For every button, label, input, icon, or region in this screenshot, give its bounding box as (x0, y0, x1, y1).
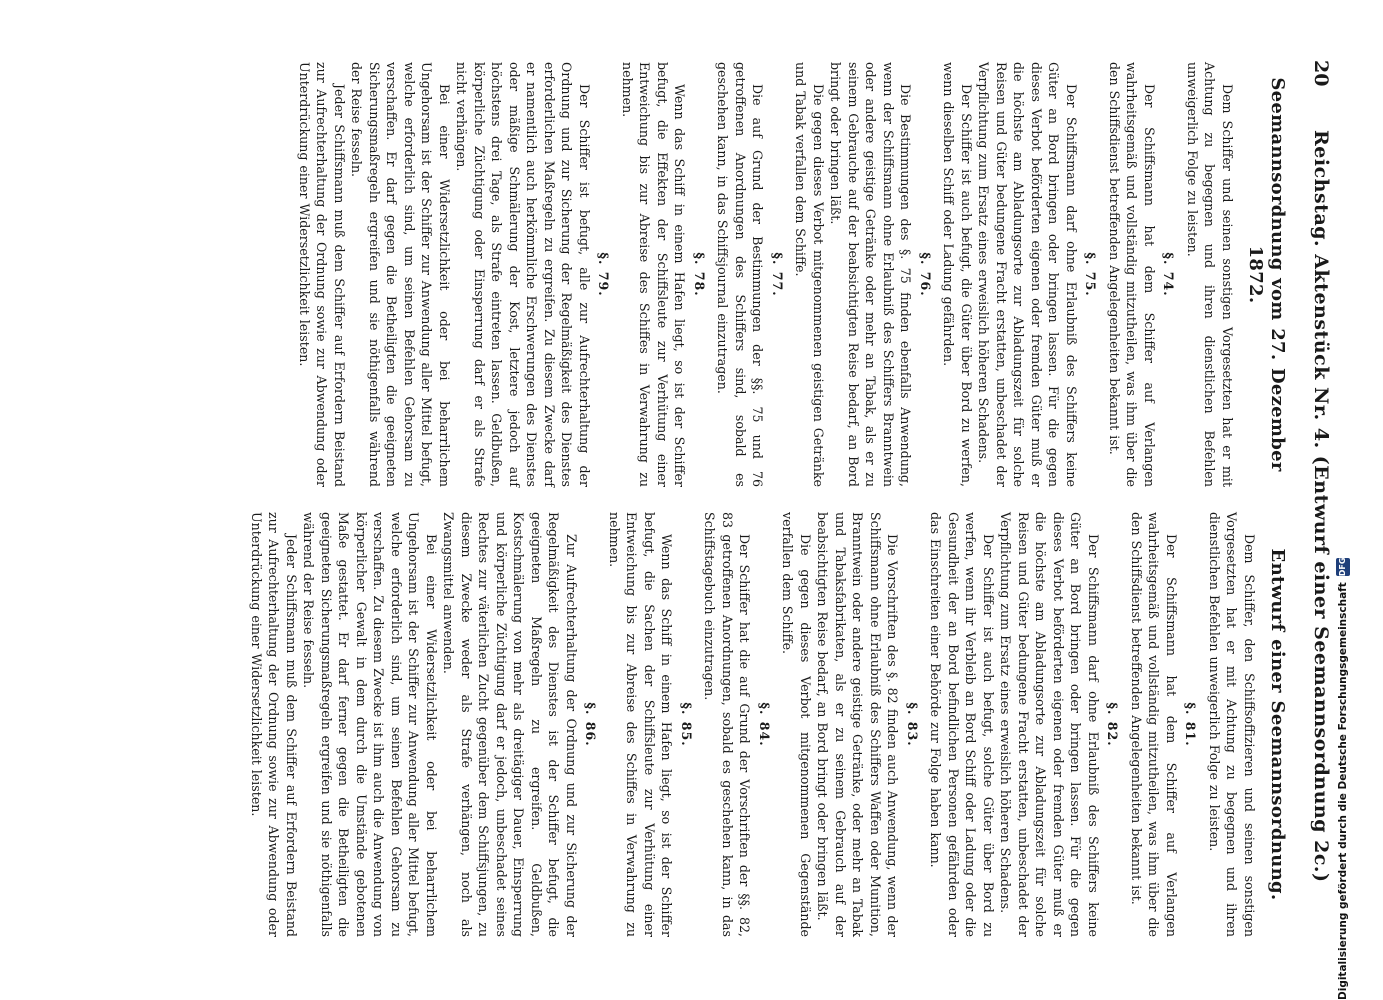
paragraph: Der Schiffer ist auch befugt, die Güter über Bord zu werfen, wenn dieselben Schiff oder Ladung gefährden. (941, 62, 974, 487)
paragraph: Dem Schiffer und seinen sonstigen Vorgesetzten hat er mit Achtung zu begegnen und ihren dienstlichen Befehlen unweigerlich Folge zu leisten. (1185, 62, 1235, 487)
section-heading: §. 82. (1105, 702, 1121, 747)
section-heading: §. 84. (757, 702, 772, 747)
section-heading: §. 78. (692, 252, 707, 297)
paragraph: Jeder Schiffsmann muß dem Schiffer auf Erfordern Beistand zur Aufrechterhaltung der Ordnung sowie zur Abwendung oder Unterdrückung einer Widersetzlichkeit leisten. (249, 512, 299, 937)
dfg-logo: DFG (1336, 558, 1350, 577)
paragraph: Die Vorschriften des §. 82 finden auch Anwendung, wenn der Schiffsmann ohne Erlaubniß des Schiffers Waffen oder Munition, Branntwein oder andere geistige Getränke, oder mehr an Tabak und Tabaksfabrikaten, als er zu seinem Gebrauch auf der beabsichtigten Reise bedarf, an Bord bringt oder bringen läßt. (815, 512, 901, 937)
paragraph: Der Schiffer hat die auf Grund der Vorschriften der §§. 82, 83 getroffenen Anordnungen, sobald es geschehen kann, in das Schiffstagebuch einzutragen. (702, 512, 753, 937)
section-heading: §. 83. (905, 702, 920, 747)
left-column-body (296, 62, 1237, 487)
paragraph: Die gegen dieses Verbot mitgenommenen Gegenstände verfallen dem Schiffe. (780, 512, 813, 937)
left-column (296, 62, 1289, 487)
paragraph: Dem Schiffer, den Schiffsoffizieren und seinen sonstigen Vorgesetzten hat er mit Achtung zu begegnen und ihren dienstlichen Befehlen unweigerlich Folge zu leisten. (1207, 512, 1257, 937)
paragraph: Die auf Grund der Bestimmungen der §§. 75 und 76 getroffenen Anordnungen des Schiffers sind, sobald es geschehen kann, in das Schiffsjournal einzutragen. (715, 62, 766, 487)
paragraph: Jeder Schiffsmann muß dem Schiffer auf Erfordern Beistand zur Aufrechterhaltung der Ordnung sowie zur Abwendung oder Unterdrückung einer Widersetzlichkeit leisten. (297, 62, 347, 487)
paragraph: Die gegen dieses Verbot mitgenommenen geistigen Getränke und Tabak verfallen dem Schiffe. (793, 62, 826, 487)
right-column-body (248, 512, 1259, 937)
left-column-title: Seemannsordnung vom 27. Dezember 1872. (1245, 77, 1288, 472)
paragraph: Der Schiffsmann hat dem Schiffer auf Verlangen wahrheitsgemäß und vollständig mitzutheilen, was ihm über die den Schiffsdienst betreffenden Angelegenheiten bekannt ist. (1129, 512, 1179, 937)
section-heading: §. 77. (770, 252, 785, 297)
paragraph: Der Schiffsmann hat dem Schiffer auf Verlangen wahrheitsgemäß und vollständig mitzutheilen, was ihm über die den Schiffsdienst betreffenden Angelegenheiten bekannt ist. (1107, 62, 1157, 487)
paragraph: Die Bestimmungen des §. 75 finden ebenfalls Anwendung, wenn der Schiffsmann ohne Erlaubniß des Schiffers Branntwein oder andere geistige Getränke oder mehr an Tabak, als er zu seinem Gebrauche auf der beabsichtigten Reise bedarf, an Bord bringt oder bringen läßt. (828, 62, 914, 487)
section-heading: §. 75. (1083, 252, 1099, 297)
right-column-title: Entwurf einer Seemannsordnung. (1267, 548, 1288, 901)
column-divider (328, 499, 1288, 500)
digitization-note-text: Digitalisierung gefördert durch die Deutsche Forschungsgemeinschaft (1337, 582, 1349, 1000)
running-title: Reichstag. Aktenstück Nr. 4. (Entwurf einer Seemannsordnung 2c.) (1310, 130, 1332, 883)
paragraph: Wenn das Schiff in einem Hafen liegt, so ist der Schiffer befugt, die Sachen der Schiffsleute zur Verhütung einer Entweichung bis zur Abreise des Schiffes in Verwahrung zu nehmen. (607, 512, 675, 937)
paragraph: Der Schiffsmann darf ohne Erlaubniß des Schiffers keine Güter an Bord bringen oder bringen lassen. Für die gegen dieses Verbot beförderten eigenen oder fremden Güter muß er die höchste am Abladungsorte zur Abladungszeit für solche Reisen und Güter bedungene Fracht erstatten, unbeschadet der Verpflichtung zum Ersatz eines erweislich höheren Schadens. (976, 62, 1079, 487)
section-heading: §. 86. (583, 702, 599, 747)
paragraph: Zur Aufrechterhaltung der Ordnung und zur Sicherung der Regelmäßigkeit des Dienstes ist der Schiffer befugt, die geeigneten Maßregeln zu ergreifen. Geldbußen, Kostschmälerung von mehr als dreitägiger Dauer, Einsperrung und körperliche Züchtigung darf er jedoch, unbeschadet seines Rechtes zur väterlichen Zucht gegenüber dem Schiffsjungen, zu diesem Zwecke weder als Strafe verhängen, noch als Zwangsmittel anwenden. (441, 512, 579, 937)
page-header (1304, 60, 1338, 940)
paragraph: Bei einer Widersetzlichkeit oder bei beharrlichem Ungehorsam ist der Schiffer zur Anwendung aller Mittel befugt, welche erforderlich sind, um seinen Befehlen Gehorsam zu verschaffen. Zu diesem Zwecke ist ihm auch die Anwendung von körperlicher Gewalt in dem durch die Umstände gebotenen Maße gestattet. Er darf ferner gegen die Betheiligten die geeigneten Sicherungsmaßregeln ergreifen und sie nöthigenfalls während der Reise fesseln. (301, 512, 439, 937)
section-heading: §. 81. (1183, 702, 1199, 747)
right-column (248, 512, 1289, 937)
paragraph: Bei einer Widersetzlichkeit oder bei beharrlichem Ungehorsam ist der Schiffer zur Anwendung aller Mittel befugt, welche erforderlich sind, um seinen Befehlen Gehorsam zu verschaffen. Er darf gegen die Betheiligten die geeigneten Sicherungsmaßregeln ergreifen und sie nöthigenfalls während der Reise fesseln. (349, 62, 452, 487)
digitization-note (1336, 557, 1350, 1000)
paragraph: Der Schiffer ist befugt, alle zur Aufrechterhaltung der Ordnung und zur Sicherung der Regelmäßigkeit des Dienstes erforderlichen Maßregeln zu ergreifen. Zu diesem Zwecke darf er namentlich auch herkömmliche Erschwerungen des Dienstes oder mäßige Schmälerung der Kost, letztere jedoch auf höchstens drei Tage, als Strafe eintreten lassen. Geldbußen, körperliche Züchtigung oder Einsperrung darf er als Strafe nicht verhängen. (454, 62, 592, 487)
paragraph: Der Schiffer ist auch befugt, solche Güter über Bord zu werfen, wenn ihr Verbleib an Bord Schiff oder Ladung oder die Gesundheit der an Bord befindlichen Personen gefährden oder das Einschreiten einer Behörde zur Folge haben kann. (928, 512, 996, 937)
paragraph: Der Schiffsmann darf ohne Erlaubniß des Schiffers keine Güter an Bord bringen oder bringen lassen. Für die gegen dieses Verbot beförderten eigenen oder fremden Güter muß er die höchste am Abladungsorte zur Abladungszeit für solche Reisen und Güter bedungene Fracht erstatten, unbeschadet der Verpflichtung zum Ersatz eines erweislich höheren Schadens. (998, 512, 1101, 937)
section-heading: §. 79. (596, 252, 612, 297)
page-number: 20 (1310, 60, 1332, 87)
section-heading: §. 74. (1161, 252, 1177, 297)
section-heading: §. 76. (918, 252, 933, 297)
section-heading: §. 85. (679, 702, 694, 747)
paragraph: Wenn das Schiff in einem Hafen liegt, so ist der Schiffer befugt, die Effekten der Schiffsleute zur Verhütung einer Entweichung bis zur Abreise des Schiffes in Verwahrung zu nehmen. (620, 62, 688, 487)
